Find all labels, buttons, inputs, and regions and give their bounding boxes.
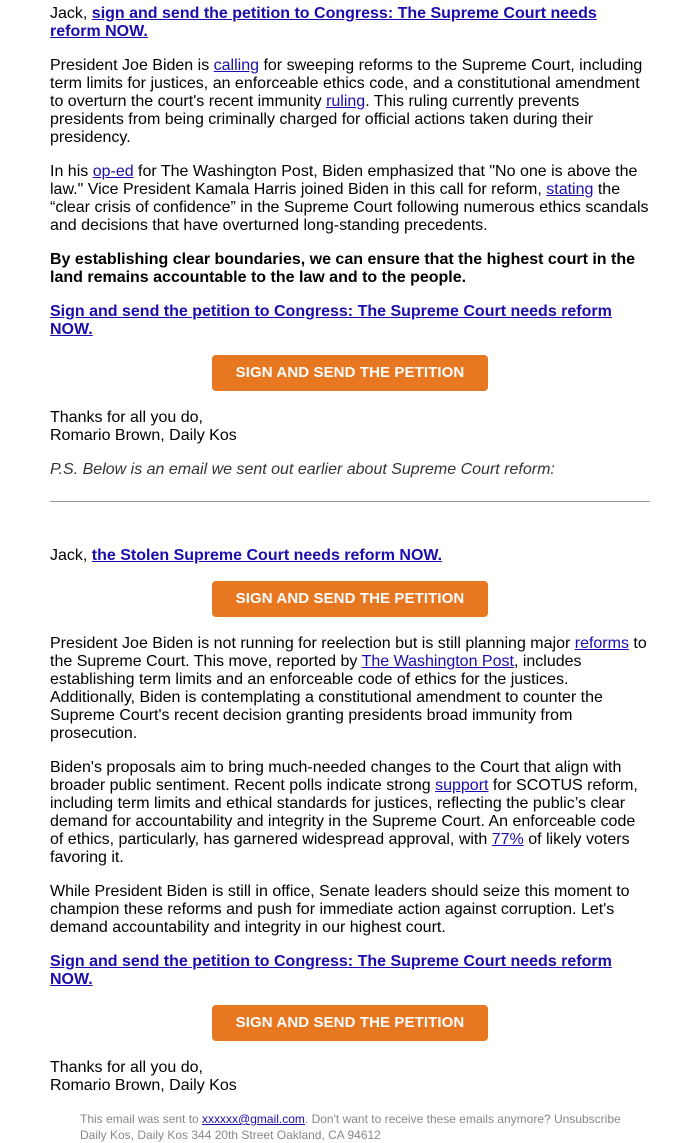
petition-cta-link[interactable]: Sign and send the petition to Congress: The Supreme Court needs reform NOW.	[50, 303, 612, 338]
signoff-name: Romario Brown, Daily Kos	[50, 1077, 237, 1094]
percent-link[interactable]: 77%	[491, 831, 524, 848]
button-row	[50, 1005, 650, 1041]
sign-petition-button[interactable]: SIGN AND SEND THE PETITION	[212, 355, 488, 391]
paragraph-text: the “clear crisis of confidence” in the Supreme Court following numerous ethics scandals and decisions that have overturned long-standing precedents.	[50, 181, 649, 234]
greeting-line-1	[50, 5, 650, 41]
paragraph-biden-calling	[50, 57, 650, 147]
paragraph-text: for The Washington Post, Biden emphasized that "No one is above the law." Vice President Kamala Harris joined Biden in this call for reform,	[50, 163, 638, 198]
signoff-thanks: Thanks for all you do,	[50, 409, 203, 426]
paragraph-reelection	[50, 635, 650, 743]
paragraph-text: President Joe Biden is	[50, 57, 214, 74]
stating-link[interactable]: stating	[546, 181, 594, 198]
paragraph-text: In his	[50, 163, 93, 180]
signoff	[50, 409, 650, 445]
op-ed-link[interactable]: op-ed	[92, 163, 134, 180]
button-row	[50, 581, 650, 617]
greeting-line-2	[50, 547, 650, 565]
signoff-name: Romario Brown, Daily Kos	[50, 427, 237, 444]
ps-note: P.S. Below is an email we sent out earlier about Supreme Court reform:	[50, 461, 555, 478]
petition-top-link[interactable]: sign and send the petition to Congress: The Supreme Court needs reform NOW.	[50, 5, 597, 40]
stolen-court-link[interactable]: the Stolen Supreme Court needs reform NOW.	[91, 547, 443, 564]
cta-paragraph-2	[50, 953, 650, 989]
paragraph-text: for SCOTUS reform, including term limits and ethical standards for justices, reflecting the public’s clear demand for accountability and integrity in the Supreme Court. An enforceable code of ethics, particularly, has garnered widespread approval, with	[50, 777, 638, 848]
signoff-thanks: Thanks for all you do,	[50, 1059, 203, 1076]
petition-cta-link[interactable]: Sign and send the petition to Congress: The Supreme Court needs reform NOW.	[50, 953, 612, 988]
footer-address: Daily Kos, Daily Kos 344 20th Street Oakland, CA 94612	[80, 1128, 381, 1142]
greeting-text: Jack,	[50, 5, 92, 22]
recipient-email-link[interactable]: xxxxxx@gmail.com	[202, 1112, 305, 1126]
cta-paragraph-1	[50, 303, 650, 339]
paragraph-text: Biden's proposals aim to bring much-needed changes to the Court that align with broader public sentiment. Recent polls indicate strong	[50, 759, 622, 794]
paragraph-text: of likely voters favoring it.	[50, 831, 630, 866]
ruling-link[interactable]: ruling	[326, 93, 366, 110]
support-link[interactable]: support	[435, 777, 489, 794]
sign-petition-button[interactable]: SIGN AND SEND THE PETITION	[212, 1005, 488, 1041]
paragraph-senate: While President Biden is still in office, Senate leaders should seize this moment to champion these reforms and push for immediate action against corruption. Let's demand accountability and integrity in our highest court.	[50, 883, 630, 936]
bold-paragraph: By establishing clear boundaries, we can ensure that the highest court in the land remains accountable to the law and to the people.	[50, 251, 636, 286]
email-footer	[80, 1111, 650, 1143]
spacer	[50, 502, 650, 547]
email-body	[50, 0, 650, 1143]
sign-petition-button[interactable]: SIGN AND SEND THE PETITION	[212, 581, 488, 617]
signoff	[50, 1059, 650, 1095]
paragraph-text: President Joe Biden is not running for reelection but is still planning major	[50, 635, 575, 652]
greeting-text: Jack,	[50, 547, 92, 564]
paragraph-text: , includes establishing term limits and an enforceable code of ethics for the justices. Additionally, Biden is contemplating a constitutional amendment to counter the Supreme Court's recent decision granting presidents broad immunity from prosecution.	[50, 653, 603, 742]
calling-link[interactable]: calling	[213, 57, 260, 74]
button-row	[50, 355, 650, 391]
paragraph-text: for sweeping reforms to the Supreme Court, including term limits for justices, an enforceable ethics code, and a constitutional amendment to overturn the court's recent immunity	[50, 57, 643, 110]
washington-post-link[interactable]: The Washington Post	[361, 653, 514, 670]
reforms-link[interactable]: reforms	[574, 635, 629, 652]
footer-text: This email was sent to	[80, 1112, 203, 1126]
paragraph-op-ed	[50, 163, 650, 235]
footer-text: . Don't want to receive these emails anymore? Unsubscribe	[304, 1112, 621, 1126]
paragraph-text: . This ruling currently prevents presidents from being criminally charged for official actions taken during their presidency.	[50, 93, 594, 146]
paragraph-text: to the Supreme Court. This move, reported by	[50, 635, 647, 670]
paragraph-proposals	[50, 759, 650, 867]
